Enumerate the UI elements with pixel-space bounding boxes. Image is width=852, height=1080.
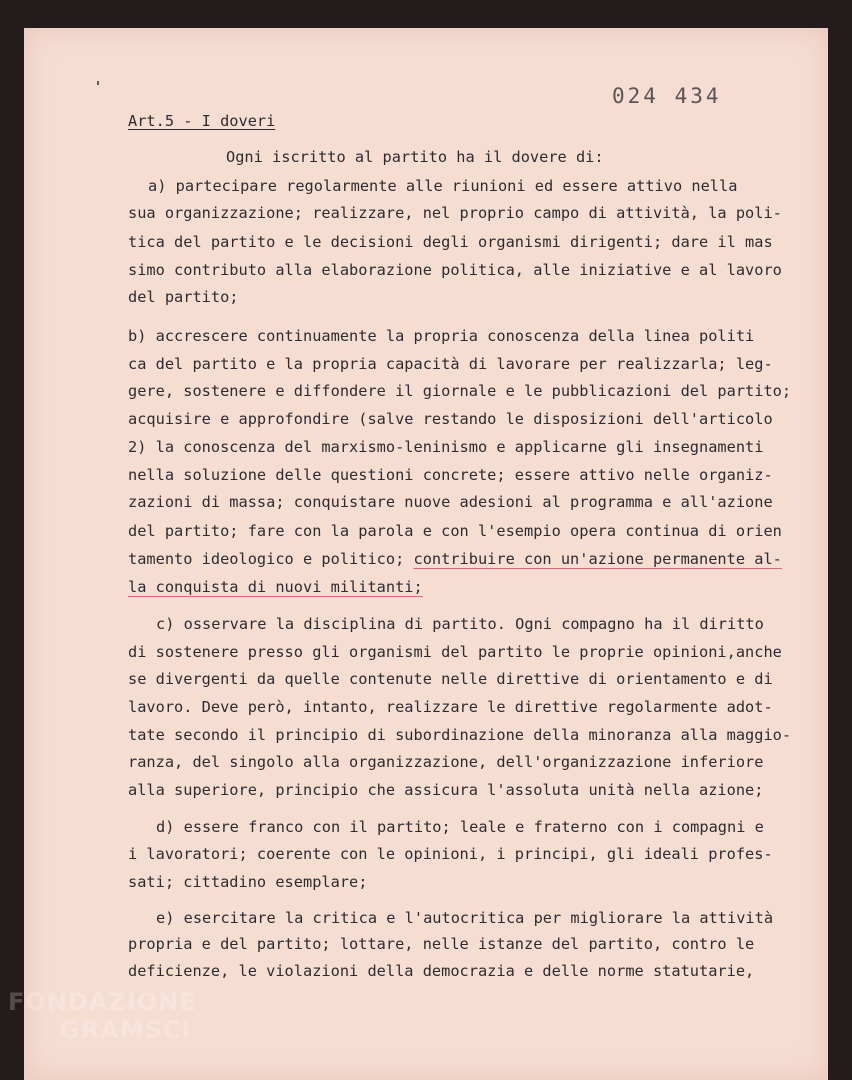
paragraph-c-line: lavoro. Deve però, intanto, realizzare le direttive regolarmente adot- — [128, 698, 773, 716]
paragraph-c-line: tate secondo il principio di subordinazione della minoranza alla maggio- — [128, 726, 792, 744]
paragraph-d-line: i lavoratori; coerente con le opinioni, i principi, gli ideali profes- — [128, 845, 773, 863]
paragraph-b-line: la conquista di nuovi militanti; — [128, 578, 423, 596]
paragraph-c-line: ranza, del singolo alla organizzazione, dell'organizzazione inferiore — [128, 753, 764, 771]
paragraph-a-line: del partito; — [128, 288, 239, 306]
paragraph-e-line: propria e del partito; lottare, nelle istanze del partito, contro le — [128, 935, 755, 953]
paragraph-c-line: di sostenere presso gli organismi del partito le proprie opinioni,anche — [128, 643, 782, 661]
paragraph-a-line: sua organizzazione; realizzare, nel proprio campo di attività, la poli- — [128, 204, 782, 222]
article-heading: Art.5 - I doveri — [128, 112, 276, 130]
intro-line: Ogni iscritto al partito ha il dovere di: — [226, 148, 604, 166]
watermark-line: FONDAZIONE — [8, 988, 197, 1016]
paragraph-e-line: deficienze, le violazioni della democrazia e delle norme statutarie, — [128, 962, 755, 980]
paragraph-b-line — [128, 546, 782, 573]
archive-number: 024 434 — [612, 84, 722, 108]
paragraph-a-line: a) partecipare regolarmente alle riunioni ed essere attivo nella — [148, 177, 738, 195]
ink-mark — [97, 81, 99, 85]
paragraph-d-line: d) essere franco con il partito; leale e fraterno con i compagni e — [156, 818, 764, 836]
paragraph-a-line: simo contributo alla elaborazione politica, alle iniziative e al lavoro — [128, 261, 782, 279]
paragraph-b-line: b) accrescere continuamente la propria conoscenza della linea politi — [128, 327, 755, 345]
paragraph-b-line: ca del partito e la propria capacità di lavorare per realizzarla; leg- — [128, 355, 773, 373]
line-text: tamento ideologico e politico; — [128, 550, 414, 568]
paragraph-b-line: zazioni di massa; conquistare nuove adesioni al programma e all'azione — [128, 493, 773, 511]
paragraph-b-line: gere, sostenere e diffondere il giornale e le pubblicazioni del partito; — [128, 382, 792, 400]
watermark-line: GRAMSCI — [60, 1016, 192, 1044]
paragraph-b-line: acquisire e approfondire (salve restando le disposizioni dell'articolo — [128, 410, 773, 428]
paragraph-e-line: e) esercitare la critica e l'autocritica per migliorare la attività — [156, 909, 774, 927]
paragraph-d-line: sati; cittadino esemplare; — [128, 873, 368, 891]
archive-watermark-logo — [8, 988, 197, 1044]
paragraph-c-line: c) osservare la disciplina di partito. Ogni compagno ha il diritto — [156, 615, 764, 633]
paragraph-c-line: alla superiore, principio che assicura l'assoluta unità nella azione; — [128, 781, 764, 799]
paragraph-c-line: se divergenti da quelle contenute nelle direttive di orientamento e di — [128, 670, 773, 688]
paragraph-a-line: tica del partito e le decisioni degli organismi dirigenti; dare il mas — [128, 233, 773, 251]
paragraph-b-line: del partito; fare con la parola e con l'esempio opera continua di orien — [128, 522, 782, 540]
underlined-text: contribuire con un'azione permanente al- — [413, 550, 782, 568]
paragraph-b-line: 2) la conoscenza del marxismo-leninismo e applicarne gli insegnamenti — [128, 438, 764, 456]
paragraph-b-line: nella soluzione delle questioni concrete; essere attivo nelle organiz- — [128, 466, 773, 484]
